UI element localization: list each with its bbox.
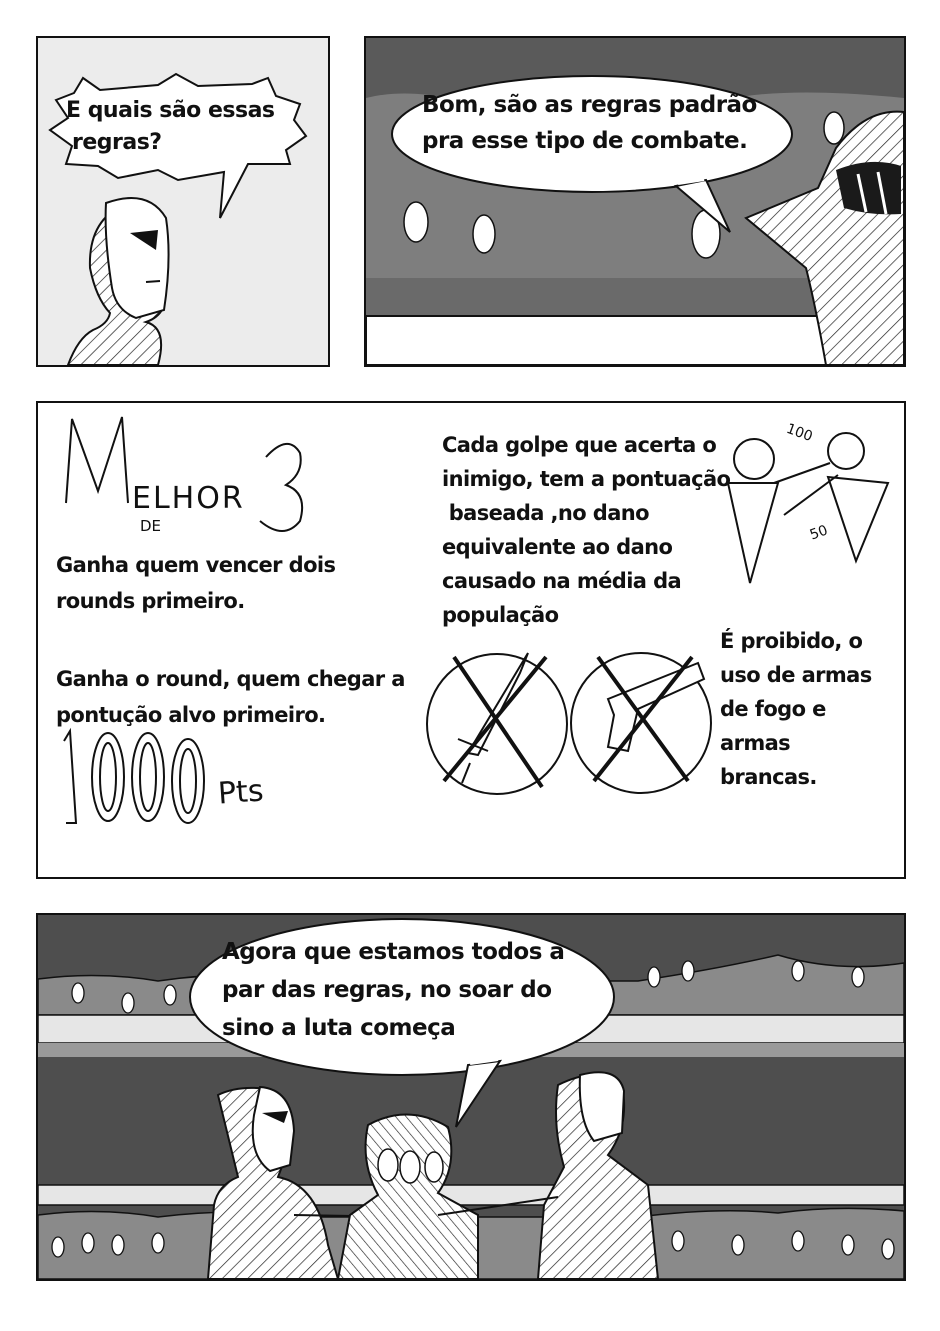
panel-4-bubble-line-1: Agora que estamos todos a	[222, 939, 565, 965]
rule-round-line-2: pontução alvo primeiro.	[56, 703, 326, 727]
rule-weapons-line-1: É proibido, o	[720, 629, 863, 653]
rule-round-line-1: Ganha o round, quem chegar a	[56, 667, 405, 691]
fighters-sketch	[728, 433, 888, 583]
rule-weapons-line-2: uso de armas	[720, 663, 872, 687]
rule-weapons-line-4: armas	[720, 731, 791, 755]
rule-best-of-line-1: Ganha quem vencer dois	[56, 553, 336, 577]
panel-4-art	[38, 915, 904, 1279]
rule-scoring-line-1: Cada golpe que acerta o	[442, 433, 717, 457]
no-knife-icon	[427, 653, 567, 794]
rule-scoring-line-2: inimigo, tem a pontuação	[442, 467, 731, 491]
hit-value-50: 50	[807, 522, 831, 544]
target-unit: Pts	[216, 773, 265, 812]
title-de: DE	[140, 517, 162, 535]
panel-1-bubble-line-2: regras?	[72, 130, 162, 155]
panel-2	[364, 36, 906, 367]
masked-character-1	[68, 198, 169, 365]
rule-weapons-line-5: brancas.	[720, 765, 817, 789]
panel-4-bubble-line-3: sino a luta começa	[222, 1015, 456, 1041]
no-gun-icon	[571, 653, 711, 793]
panel-2-bubble-line-1: Bom, são as regras padrão	[422, 92, 757, 118]
title-melhor: ELHOR	[132, 481, 245, 516]
hit-value-100: 100	[784, 420, 815, 446]
panel-4-bubble-line-2: par das regras, no soar do	[222, 977, 552, 1003]
title-three-glyph	[260, 444, 302, 531]
rule-scoring-line-3: baseada ,no dano	[442, 501, 649, 525]
target-points-outline	[64, 731, 204, 823]
rule-scoring-line-5: causado na média da	[442, 569, 682, 593]
title-m-glyph	[66, 417, 128, 503]
rule-scoring-line-4: equivalente ao dano	[442, 535, 673, 559]
panel-3-rules	[36, 401, 906, 879]
panel-2-art	[366, 38, 904, 365]
rule-best-of-line-2: rounds primeiro.	[56, 589, 245, 613]
panel-1	[36, 36, 330, 367]
panel-2-bubble-line-2: pra esse tipo de combate.	[422, 128, 748, 154]
panel-4	[36, 913, 906, 1281]
rule-scoring-line-6: população	[442, 603, 559, 627]
panel-1-art	[38, 38, 328, 365]
panel-1-bubble-line-1: E quais são essas	[66, 98, 275, 123]
rule-weapons-line-3: de fogo e	[720, 697, 826, 721]
